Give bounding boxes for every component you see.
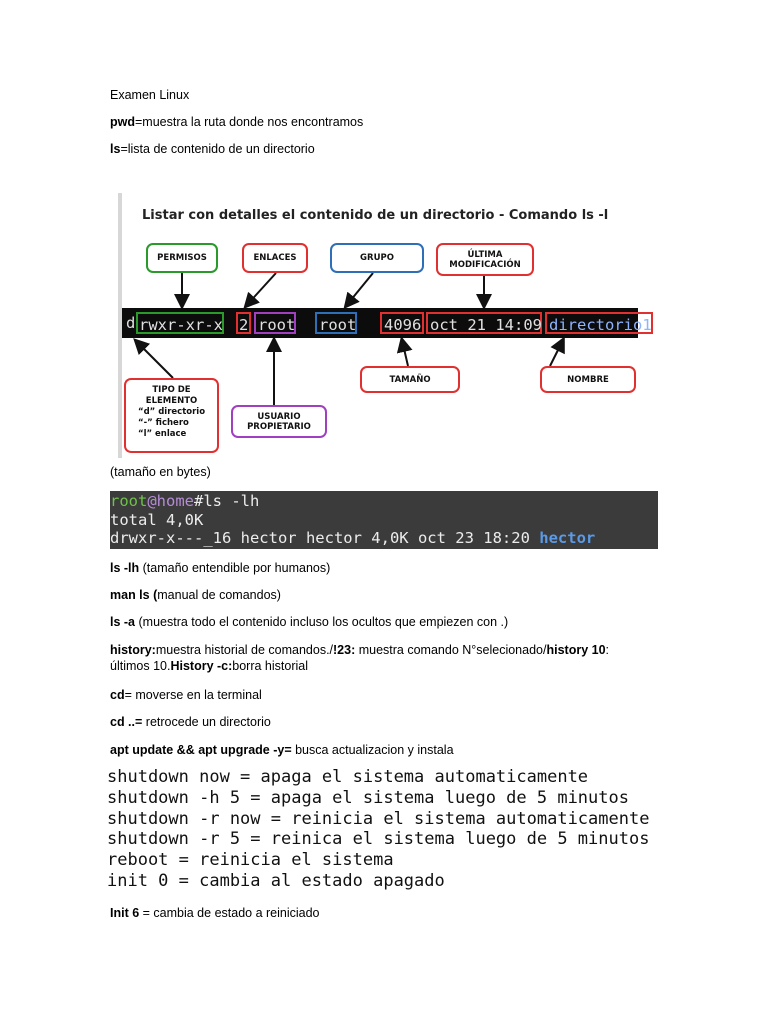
seg-tamano: 4096	[380, 312, 424, 334]
cmd-cd-up: cd ..=	[110, 715, 143, 729]
arrow-tamano	[402, 340, 408, 366]
ls-l-diagram	[118, 193, 652, 458]
shutdown-line: shutdown -r 5 = reinica el sistema luego de 5 minutos	[107, 829, 650, 850]
terminal-total-line: total 4,0K	[110, 510, 204, 529]
note-init6	[110, 905, 320, 921]
tipo-line-enlace: “l” enlace	[138, 429, 187, 439]
note-ls-lh	[110, 560, 330, 576]
note-history-text4: borra historial	[232, 659, 309, 673]
note-history	[110, 642, 650, 674]
shutdown-line: shutdown -r now = reinicia el sistema automaticamente	[107, 808, 650, 829]
note-cd	[110, 687, 262, 703]
terminal-listing-line	[110, 529, 658, 548]
seg-type: d	[126, 314, 136, 332]
note-history-text3: : últimos 10.	[110, 643, 610, 673]
seg-usuario: root	[254, 312, 296, 334]
seg-permisos: rwxr-xr-x	[136, 312, 224, 334]
note-history-text1: muestra historial de comandos./	[155, 643, 334, 657]
terminal-dir-name: hector	[539, 529, 596, 547]
terminal-at: @	[147, 492, 157, 510]
callout-tipo-elemento	[124, 378, 219, 453]
callout-nombre: NOMBRE	[540, 366, 636, 393]
note-apt-text: busca actualizacion y instala	[291, 743, 454, 757]
callout-usuario-propietario: USUARIO PROPIETARIO	[231, 405, 327, 438]
note-history-text2: muestra comando N°selecionado/	[355, 643, 547, 657]
terminal-host: home	[156, 492, 194, 510]
cmd-ls-a: ls -a	[110, 615, 136, 629]
callout-ultima-modificacion: ÚLTIMA MODIFICACIÓN	[436, 243, 534, 276]
terminal-listing-text: drwxr-x---_16 hector hector 4,0K oct 23 18:20	[110, 529, 540, 547]
note-cd-up	[110, 714, 271, 730]
note-man	[110, 587, 281, 603]
def-pwd-text: =muestra la ruta donde nos encontramos	[135, 115, 364, 129]
arrow-nombre	[550, 340, 563, 366]
callout-tamano: TAMAÑO	[360, 366, 460, 393]
callout-grupo: GRUPO	[330, 243, 424, 273]
note-ls-a	[110, 614, 508, 630]
shutdown-line: reboot = reinicia el sistema	[107, 850, 394, 871]
terminal-command: #ls -lh	[194, 492, 260, 510]
callout-enlaces: ENLACES	[242, 243, 308, 273]
terminal-screenshot	[110, 491, 658, 549]
note-init6-text: = cambia de estado a reiniciado	[139, 906, 320, 920]
cmd-pwd: pwd	[110, 115, 135, 129]
shutdown-line: shutdown -h 5 = apaga el sistema luego de 5 minutos	[107, 787, 629, 808]
cmd-ls: ls	[110, 142, 121, 156]
tipo-line-fichero: “-” fichero	[138, 418, 189, 428]
tipo-line-directorio: “d” directorio	[138, 407, 206, 417]
arrow-enlaces	[246, 273, 276, 306]
seg-enlaces: 2	[236, 312, 251, 334]
diagram-title: Listar con detalles el contenido de un directorio - Comando ls -l	[142, 208, 609, 223]
def-ls	[110, 141, 315, 157]
def-pwd	[110, 114, 363, 130]
arrow-grupo	[346, 273, 373, 306]
cmd-bang: !23:	[333, 643, 356, 657]
terminal-prompt-line	[110, 492, 658, 511]
shutdown-line: init 0 = cambia al estado apagado	[107, 870, 445, 891]
note-ls-a-text: (muestra todo el contenido incluso los ocultos que empiezen con .)	[135, 615, 509, 629]
cmd-history-c: History -c:	[170, 659, 233, 673]
note-ls-lh-text: (tamaño entendible por humanos)	[139, 561, 331, 575]
seg-grupo: root	[315, 312, 357, 334]
callout-permisos: PERMISOS	[146, 243, 218, 273]
cmd-history-10: history 10	[546, 643, 606, 657]
shutdown-line: shutdown now = apaga el sistema automaticamente	[107, 767, 589, 787]
note-cd-text: = moverse en la terminal	[124, 688, 262, 702]
note-man-text: manual de comandos)	[157, 588, 281, 602]
tipo-title: TIPO DE ELEMENTO	[145, 385, 198, 406]
terminal-user: root	[110, 492, 148, 510]
cmd-man: man ls (	[110, 588, 158, 602]
shutdown-commands-block	[107, 767, 667, 892]
size-note: (tamaño en bytes)	[110, 465, 211, 479]
arrow-tipo	[136, 341, 173, 378]
def-ls-text: =lista de contenido de un directorio	[120, 142, 315, 156]
note-cd-up-text: retrocede un directorio	[142, 715, 271, 729]
seg-fecha: oct 21 14:09	[426, 312, 542, 334]
cmd-apt: apt update && apt upgrade -y=	[110, 743, 292, 757]
cmd-ls-lh: ls -lh	[110, 561, 140, 575]
seg-nombre: directorio1	[545, 312, 653, 334]
document-title: Examen Linux	[110, 88, 190, 102]
note-apt	[110, 742, 454, 758]
cmd-init6: Init 6	[110, 906, 140, 920]
cmd-cd: cd	[110, 688, 125, 702]
cmd-history: history:	[110, 643, 156, 657]
